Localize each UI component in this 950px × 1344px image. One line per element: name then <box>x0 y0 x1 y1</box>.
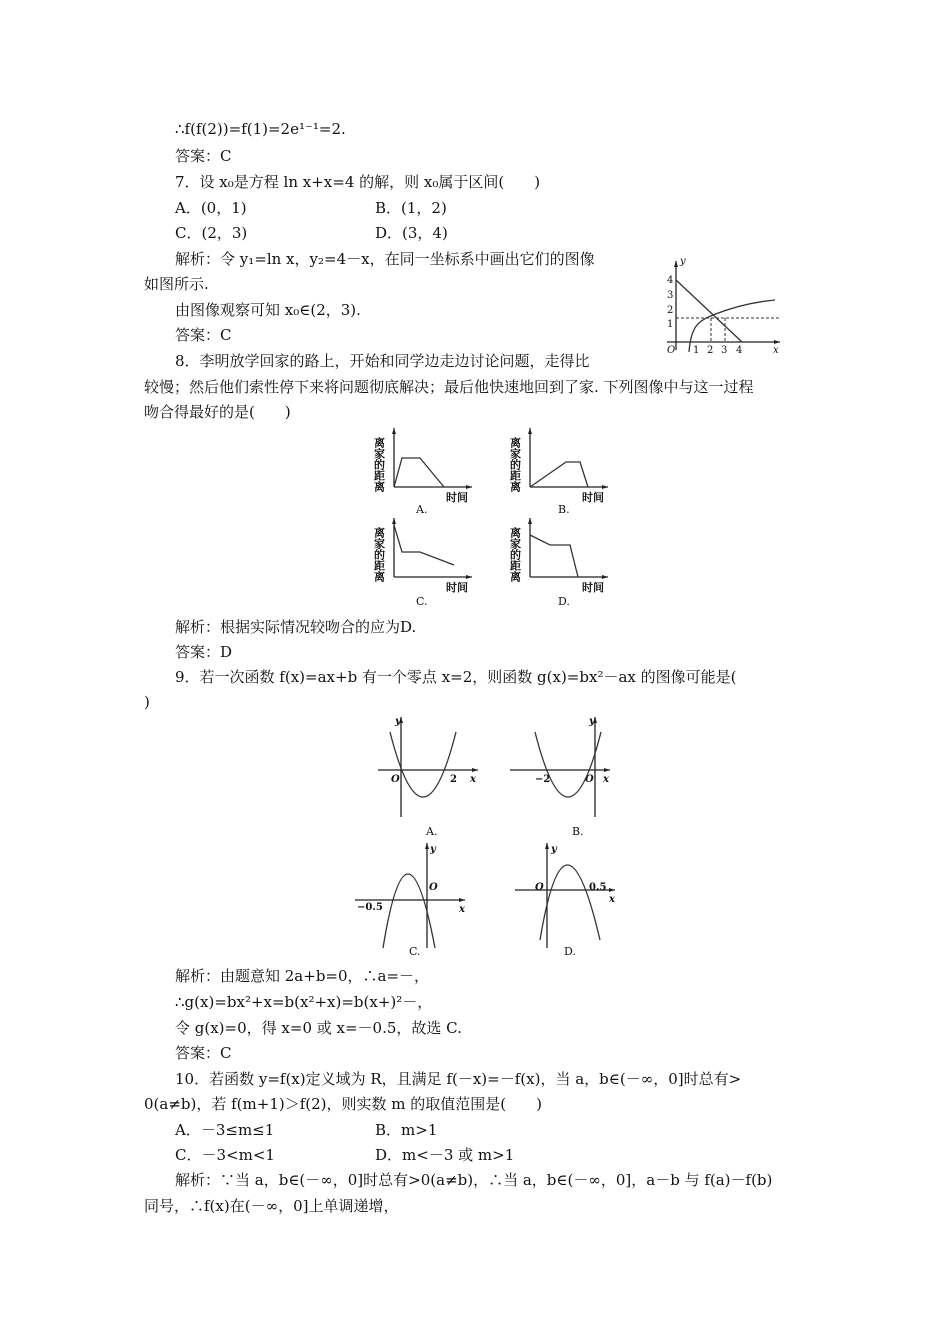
q7-option-b: B．(1，2) <box>375 199 447 217</box>
q7-xtick: 3 <box>721 345 728 356</box>
q10-option-c: C．－3<m<1 <box>175 1146 275 1164</box>
q9-b-mark: −2 <box>535 774 551 785</box>
q9-c-origin: O <box>429 882 438 893</box>
q7-option-c: C．(2，3) <box>175 224 248 242</box>
q9-graph-d <box>515 840 635 950</box>
q8-b-curve <box>530 462 588 487</box>
q8-stem-line1: 8．李明放学回家的路上，开始和同学边走边讨论问题，走得比 <box>175 352 590 370</box>
q7-ytick: 3 <box>667 290 674 301</box>
q9-graph-a <box>378 712 488 822</box>
q7-analysis-line2: 如图所示. <box>144 275 209 293</box>
q8-caption-d: D. <box>558 595 570 608</box>
q8-y-label: 离家的距离 <box>372 527 386 582</box>
q8-graph-c <box>372 515 482 605</box>
q10-stem-line1: 10．若函数 y=f(x)定义域为 R，且满足 f(－x)=－f(x)，当 a，b∈(－∞，0]时总有> <box>175 1070 742 1088</box>
q7-analysis-line1: 解析：令 y₁=ln x，y₂=4－x，在同一坐标系中画出它们的图像 <box>175 250 595 268</box>
q6-answer: 答案：C <box>175 147 232 165</box>
q10-stem-line2: 0(a≠b)，若 f(m+1)＞f(2)，则实数 m 的取值范围是( ) <box>144 1095 542 1113</box>
q9-a-y-label: y <box>395 716 401 727</box>
q9-a-x-label: x <box>470 774 476 785</box>
q8-caption-c: C. <box>416 595 428 608</box>
q8-x-label: 时间 <box>446 491 468 504</box>
q8-y-label: 离家的距离 <box>372 437 386 492</box>
q9-d-x-label: x <box>609 894 615 905</box>
q9-stem-line1: 9．若一次函数 f(x)=ax+b 有一个零点 x=2，则函数 g(x)=bx²－ax 的图像可能是( <box>175 668 737 686</box>
q7-x-label: x <box>773 345 779 356</box>
q7-ln-curve <box>689 300 775 352</box>
q9-c-x-label: x <box>459 904 465 915</box>
q9-caption-c: C. <box>409 945 421 958</box>
q7-ytick: 1 <box>667 319 674 330</box>
q7-option-d: D．(3，4) <box>375 224 448 242</box>
q9-d-parabola <box>540 865 600 940</box>
q8-graph-b <box>508 425 618 515</box>
q10-analysis-line1: 解析：∵当 a，b∈(－∞，0]时总有>0(a≠b)，∴当 a，b∈(－∞，0]，a－b 与 f(a)－f(b) <box>175 1171 773 1189</box>
q7-xtick: 2 <box>707 345 714 356</box>
q9-c-y-label: y <box>430 844 436 855</box>
q8-caption-b: B. <box>558 503 570 516</box>
q9-a-origin: O <box>391 774 400 785</box>
q9-answer: 答案：C <box>175 1044 232 1062</box>
q6-solution: ∴f(f(2))=f(1)=2e¹⁻¹=2. <box>175 120 346 138</box>
q8-d-curve <box>530 535 578 577</box>
q9-b-origin: O <box>585 774 594 785</box>
q10-option-a: A．－3≤m≤1 <box>175 1121 275 1139</box>
q9-caption-d: D. <box>564 945 576 958</box>
q7-x-arrow <box>774 340 780 344</box>
q8-caption-a: A. <box>416 503 428 516</box>
q9-c-mark: −0.5 <box>357 902 383 913</box>
q8-graph-a <box>372 425 482 515</box>
q9-graph-c <box>355 840 475 950</box>
q8-a-curve <box>394 458 444 487</box>
q9-b-y-label: y <box>589 716 595 727</box>
q8-analysis: 解析：根据实际情况较吻合的应为D. <box>175 618 417 636</box>
q8-x-label: 时间 <box>446 581 468 594</box>
q9-d-y-label: y <box>551 844 557 855</box>
q7-origin: O <box>667 345 676 356</box>
q7-option-a: A．(0，1) <box>175 199 247 217</box>
q9-caption-a: A. <box>426 825 438 838</box>
q9-graph-b <box>505 712 615 822</box>
q7-ytick: 2 <box>667 305 674 316</box>
q9-b-parabola <box>535 732 601 797</box>
q9-a-mark: 2 <box>450 774 457 785</box>
q7-ytick: 4 <box>667 275 674 286</box>
q9-a-parabola <box>390 732 456 797</box>
q7-analysis-line3: 由图像观察可知 x₀∈(2，3). <box>175 301 361 319</box>
q8-c-curve <box>394 525 454 565</box>
q9-caption-b: B. <box>572 825 584 838</box>
q9-analysis-line2: ∴g(x)=bx²+x=b(x²+x)=b(x+)²－， <box>175 993 433 1011</box>
q10-option-b: B．m>1 <box>375 1121 438 1139</box>
q9-analysis-line3: 令 g(x)=0，得 x=0 或 x=－0.5，故选 C. <box>175 1019 462 1037</box>
q10-analysis-line2: 同号，∴f(x)在(－∞，0]上单调递增， <box>144 1197 399 1215</box>
q9-stem-line2: ) <box>144 693 150 711</box>
q7-y-arrow <box>674 261 678 267</box>
q8-x-label: 时间 <box>582 491 604 504</box>
q8-x-label: 时间 <box>582 581 604 594</box>
q8-answer: 答案：D <box>175 643 233 661</box>
q8-stem-line2: 较慢；然后他们索性停下来将问题彻底解决；最后他快速地回到了家. 下列图像中与这一过程 <box>144 378 754 396</box>
q9-b-x-label: x <box>603 774 609 785</box>
q8-stem-line3: 吻合得最好的是( ) <box>144 403 291 421</box>
q8-graph-d <box>508 515 618 605</box>
q8-y-label: 离家的距离 <box>508 437 522 492</box>
q7-y-label: y <box>680 256 686 267</box>
q9-d-mark: 0.5 <box>589 882 607 893</box>
q10-option-d: D．m<－3 或 m>1 <box>375 1146 515 1164</box>
q7-xtick: 4 <box>736 345 743 356</box>
q7-xtick: 1 <box>693 345 700 356</box>
q9-d-origin: O <box>535 882 544 893</box>
q7-stem: 7．设 x₀是方程 ln x+x=4 的解，则 x₀属于区间( ) <box>175 173 541 191</box>
q7-answer: 答案：C <box>175 326 232 344</box>
q7-graph <box>655 255 785 355</box>
q9-analysis-line1: 解析：由题意知 2a+b=0，∴a=－， <box>175 967 430 985</box>
q8-y-label: 离家的距离 <box>508 527 522 582</box>
q7-line-y2 <box>676 280 742 342</box>
